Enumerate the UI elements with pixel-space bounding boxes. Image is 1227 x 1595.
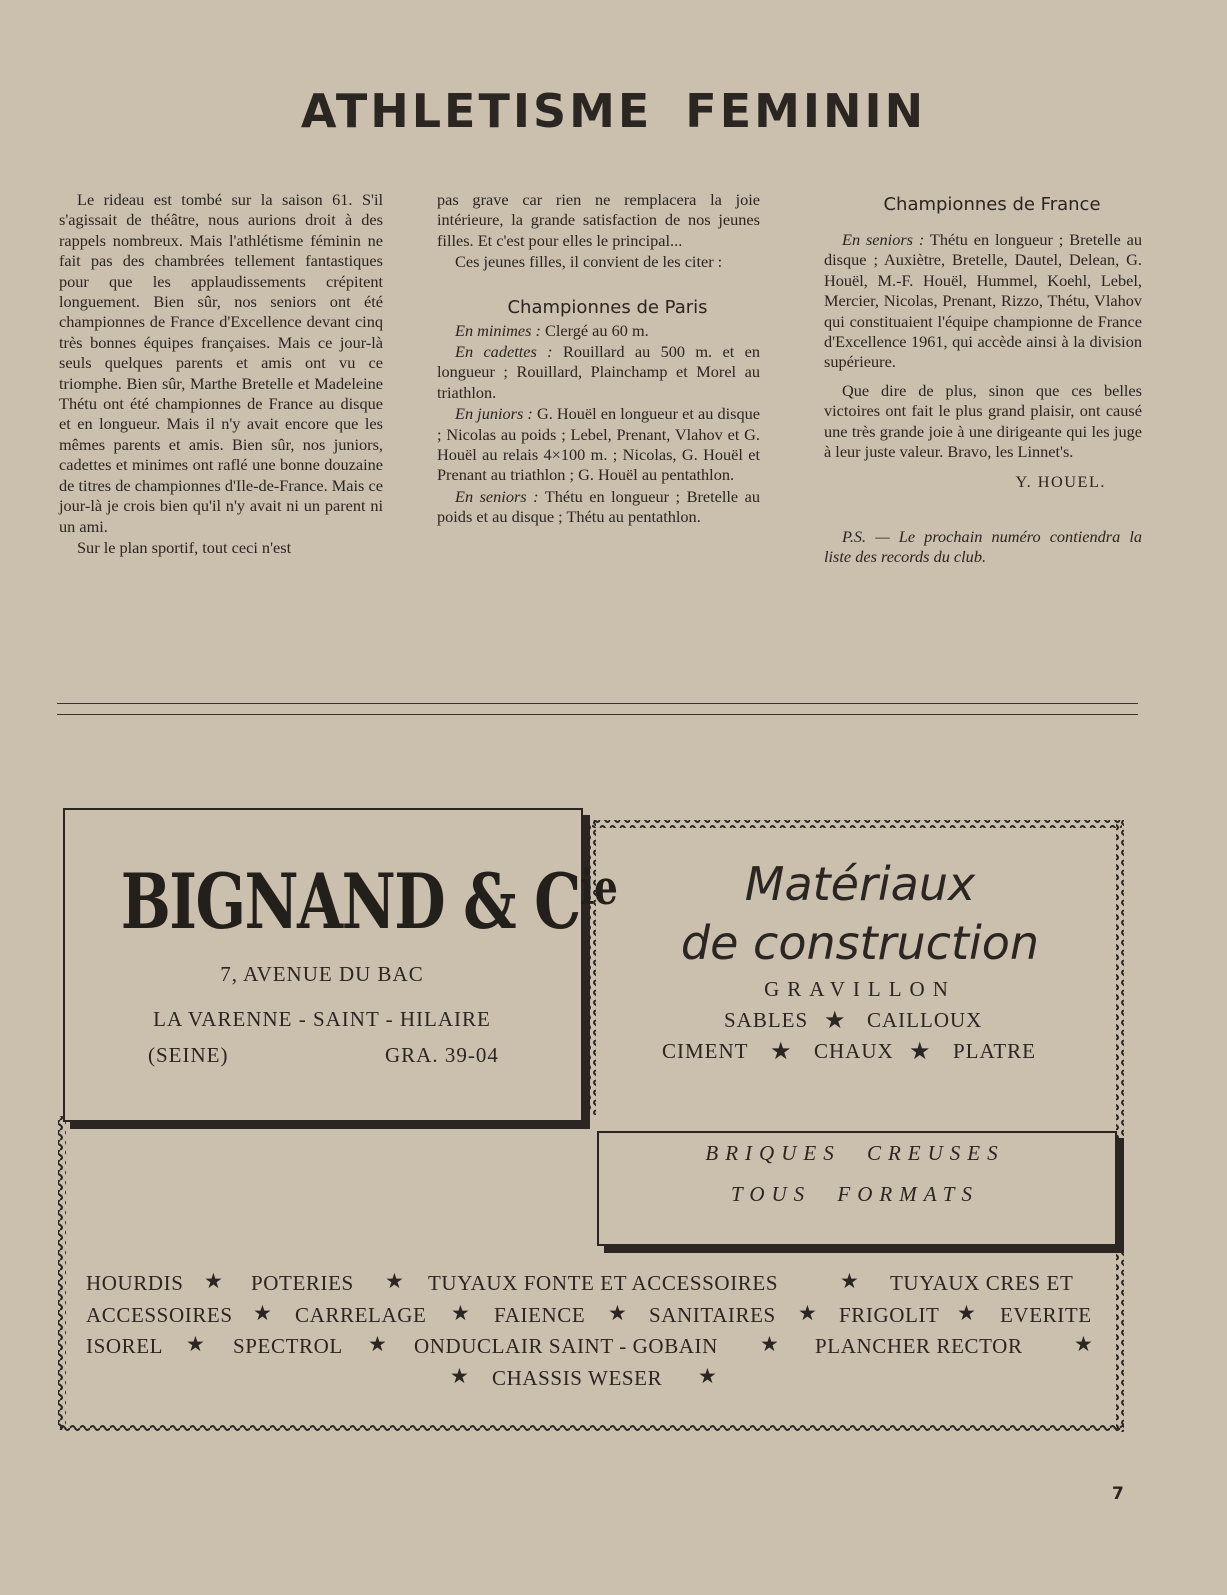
phone-number: GRA. 39-04: [385, 1043, 499, 1067]
star-icon: ★: [760, 1332, 780, 1356]
materials-title: Matériaux: [744, 857, 976, 911]
paragraph: Ces jeunes filles, il convient de les citer :: [455, 252, 723, 272]
postscript: P.S. — Le prochain numéro contiendra la liste des records du club.: [824, 526, 1142, 567]
paragraph: Que dire de plus, sinon que ces belles victoires ont fait le plus grand plaisir, ont causé une très grande joie à une dirigeante qui les juge à leur juste valeur. Bravo, les Linnet's.: [824, 380, 1142, 462]
star-icon: ★: [840, 1269, 860, 1293]
result-entry: En seniors : Thétu en longueur ; Bretelle au disque ; Auxiètre, Bretelle, Dautel, Delean, G. Houël, M.-F. Houël, Hummel, Koehl, Lebel, Mercier, Nicolas, Prenant, Rizzo, Thétu, Vlahov qui constituaient l'équipe championne de France d'Excellence 1961, qui accède ainsi à la division supérieure.: [824, 230, 1142, 372]
product-list-item: SPECTROL: [233, 1334, 343, 1358]
star-icon: ★: [385, 1269, 405, 1293]
star-icon: ★: [204, 1269, 224, 1293]
product-list-item: FAIENCE: [494, 1303, 586, 1327]
star-icon: ★: [957, 1301, 977, 1325]
paragraph: Le rideau est tombé sur la saison 61. S'il s'agissait de théâtre, nous aurions droit à des rappels nombreux. Mais l'athlétisme féminin ne fait pas des chambrées tellement fantastiques pour que les applaudissements crépitent longuement. Bien sûr, nos seniors ont été championnes de France d'Excellence devant cinq très bonnes équipes françaises. Mais ce jour-là seuls quelques parents et amis ont vu ce triomphe. Bien sûr, Marthe Bretelle et Madeleine Thétu ont été championnes de France au disque et en longueur. Mais il n'y avait encore que les mêmes parents et amis. Bien sûr, nos juniors, cadettes et minimes ont raflé une bonne douzaine de titres de championnes d'Ile-de-France. Mais ce jour-là je crois bien qu'il n'y avait ni un parent ni un ami.: [59, 190, 383, 536]
product-cailloux: CAILLOUX: [867, 1008, 983, 1032]
star-icon: ★: [451, 1301, 471, 1325]
result-entry: En cadettes : Rouillard au 500 m. et en longueur ; Rouillard, Plainchamp et Morel au triathlon.: [437, 342, 760, 402]
star-icon: ★: [450, 1364, 470, 1388]
product-list-item: CARRELAGE: [295, 1303, 427, 1327]
result-entry: En minimes : Clergé au 60 m.: [455, 320, 649, 340]
product-list-item: ISOREL: [86, 1334, 164, 1358]
section-heading-france: Championnes de France: [883, 194, 1101, 215]
product-sables: SABLES: [724, 1008, 809, 1032]
signature: Y. HOUEL.: [1015, 472, 1106, 492]
address-region: (SEINE): [148, 1043, 229, 1067]
star-icon: ★: [798, 1301, 818, 1325]
product-list-item: HOURDIS: [86, 1271, 184, 1295]
paragraph: pas grave car rien ne remplacera la joie intérieure, la grande satisfaction de nos jeunes filles. Et c'est pour elles le principal...: [437, 190, 760, 250]
address-street: 7, AVENUE DU BAC: [220, 962, 424, 986]
article-title: ATHLETISME FEMININ: [300, 84, 927, 138]
star-icon: ★: [253, 1301, 273, 1325]
product-list-item: EVERITE: [1000, 1303, 1092, 1327]
product-list-item: SANITAIRES: [649, 1303, 776, 1327]
product-list-item: POTERIES: [251, 1271, 354, 1295]
product-list-item: ONDUCLAIR SAINT - GOBAIN: [414, 1334, 718, 1358]
paragraph: Sur le plan sportif, tout ceci n'est: [77, 537, 292, 557]
materials-title: de construction: [680, 916, 1040, 970]
result-entry: En seniors : Thétu en longueur ; Bretelle au poids et au disque ; Thétu au pentathlon.: [437, 486, 760, 527]
result-entry: En juniors : G. Houël en longueur et au disque ; Nicolas au poids ; Lebel, Prenant, Vlahov et G. Houël au relais 4×100 m. ; Nicolas, G. Houël et Prenant au triathlon ; G. Houël au pentathlon.: [437, 404, 760, 485]
company-name: BIGNAND & $C^{ie}$: [120, 857, 618, 946]
star-icon: ★: [186, 1332, 206, 1356]
product-list-item: TUYAUX CRES ET: [890, 1271, 1074, 1295]
star-icon: ★: [1074, 1332, 1094, 1356]
product-list-item: PLANCHER RECTOR: [815, 1334, 1023, 1358]
page-number: 7: [1112, 1484, 1124, 1504]
product-list-item: FRIGOLIT: [839, 1303, 940, 1327]
product-ciment: CIMENT: [662, 1039, 749, 1063]
product-chaux: CHAUX: [814, 1039, 894, 1063]
product-platre: PLATRE: [953, 1039, 1037, 1063]
product-gravillon: GRAVILLON: [764, 977, 956, 1001]
section-heading-paris: Championnes de Paris: [507, 296, 708, 318]
bricks-line: BRIQUES CREUSES: [705, 1141, 1005, 1165]
bricks-line: TOUS FORMATS: [731, 1182, 979, 1206]
star-icon: ★: [698, 1364, 718, 1388]
product-list-item: CHASSIS WESER: [492, 1366, 663, 1390]
star-icon: ★: [368, 1332, 388, 1356]
address-town: LA VARENNE - SAINT - HILAIRE: [153, 1007, 491, 1031]
star-icon: ★: [608, 1301, 628, 1325]
star-icon: ★: [909, 1039, 932, 1065]
star-icon: ★: [824, 1008, 847, 1034]
product-list-item: ACCESSOIRES: [86, 1303, 233, 1327]
product-list-item: TUYAUX FONTE ET ACCESSOIRES: [428, 1271, 779, 1295]
star-icon: ★: [770, 1039, 793, 1065]
